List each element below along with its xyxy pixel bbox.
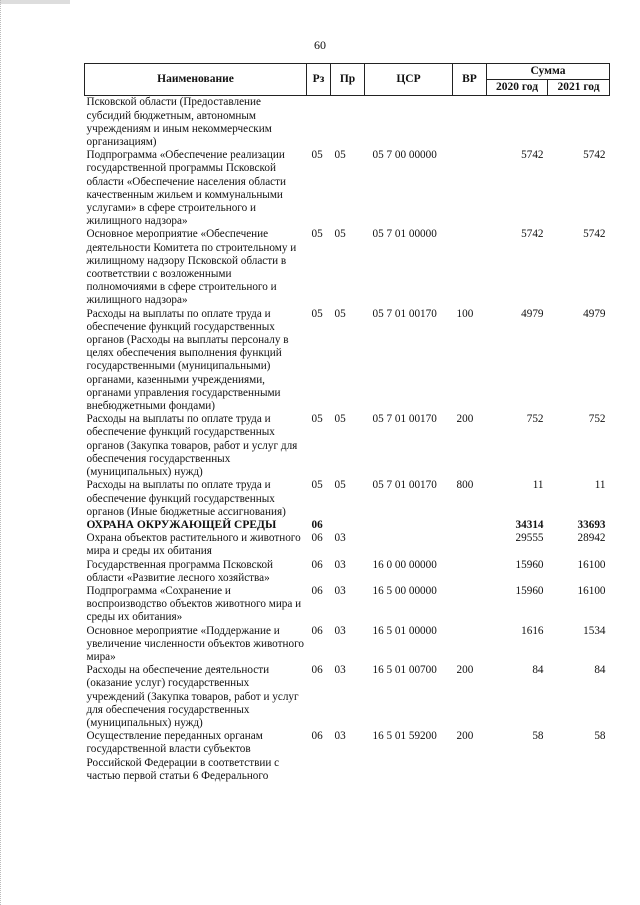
header-sum: Сумма [487, 64, 610, 80]
row-sum-2020: 84 [532, 664, 544, 677]
row-name: Государственная программа Псковской области «Развитие лесного хозяйства» [86, 558, 274, 584]
row-name: Расходы на выплаты по оплате труда и обеспечение функций государственных органов (Расходы на выплаты персоналу в целях обеспечения выполнения функций государственными (муниципальными) органами, казенными учреждениями, органами управления государственными внебюджетными фондами) [86, 307, 289, 413]
table-header [85, 64, 610, 96]
row-rz: 05 [311, 479, 323, 492]
table-row [85, 730, 610, 783]
table-row [85, 664, 610, 730]
row-vr [453, 96, 487, 149]
row-pr: 03 [334, 664, 346, 677]
row-rz: 06 [311, 584, 323, 597]
row-pr: 05 [334, 149, 346, 162]
row-rz: 05 [311, 228, 323, 241]
row-vr: 200 [456, 730, 474, 743]
row-csr [365, 519, 453, 532]
row-rz: 06 [311, 558, 323, 571]
row-name: Осуществление переданных органам государственной власти субъектов Российской Федерации в соответствии с частью первой статьи 6 Федерального [86, 730, 280, 782]
row-pr: 03 [334, 558, 346, 571]
scan-top-mark [0, 0, 70, 4]
row-pr: 03 [334, 730, 346, 743]
row-sum-2021: 5742 [583, 228, 606, 241]
row-name: Расходы на выплаты по оплате труда и обеспечение функций государственных органов (Закупка товаров, работ и услуг для обеспечения государственных (муниципальных) нужд) [86, 413, 298, 479]
row-sum-2020: 58 [532, 730, 544, 743]
row-name: Расходы на выплаты по оплате труда и обеспечение функций государственных органов (Иные бюджетные ассигнования) [86, 479, 286, 518]
row-sum-2020: 1616 [521, 624, 544, 637]
row-sum-2021: 11 [594, 479, 606, 492]
header-name: Наименование [85, 64, 307, 96]
row-pr: 05 [334, 228, 346, 241]
row-csr: 16 0 00 00000 [372, 558, 437, 571]
row-csr: 16 5 01 00700 [372, 664, 437, 677]
header-2020: 2020 год [487, 80, 548, 96]
row-sum-2021: 5742 [583, 149, 606, 162]
row-pr: 05 [334, 307, 346, 320]
table-row [85, 519, 610, 532]
table-row [85, 96, 610, 149]
table-row [85, 308, 610, 414]
row-rz: 06 [311, 730, 323, 743]
row-sum-2020: 11 [532, 479, 544, 492]
row-rz: 06 [311, 624, 323, 637]
row-name: Псковской области (Предоставление субсидий бюджетным, автономным учреждениям и иным некоммерческим организациям) [86, 96, 272, 149]
row-rz [307, 96, 331, 149]
row-name: Основное мероприятие «Поддержание и увеличение численности объектов животного мира» [86, 624, 304, 663]
row-csr [365, 96, 453, 149]
row-vr [453, 585, 487, 625]
row-rz: 05 [311, 149, 323, 162]
row-sum-2021: 58 [594, 730, 606, 743]
row-csr: 05 7 00 00000 [372, 149, 437, 162]
row-vr [453, 519, 487, 532]
row-sum-2021: 33693 [577, 518, 606, 531]
row-csr [365, 532, 453, 558]
row-sum-2021: 4979 [583, 307, 606, 320]
table-body [85, 96, 610, 783]
table-row [85, 585, 610, 625]
row-sum-2020: 15960 [515, 558, 544, 571]
row-csr: 05 7 01 00170 [372, 307, 437, 320]
table-row [85, 625, 610, 665]
row-pr: 03 [334, 584, 346, 597]
row-vr [453, 228, 487, 307]
row-sum-2020: 4979 [521, 307, 544, 320]
row-sum-2021: 84 [594, 664, 606, 677]
row-csr: 16 5 00 00000 [372, 584, 437, 597]
budget-table [84, 63, 610, 783]
table-row [85, 413, 610, 479]
row-sum-2020: 29555 [515, 532, 544, 545]
row-sum-2020: 5742 [521, 149, 544, 162]
row-vr: 100 [456, 307, 474, 320]
row-vr [453, 625, 487, 665]
row-pr: 05 [334, 413, 346, 426]
row-name: Расходы на обеспечение деятельности (оказание услуг) государственных учреждений (Закупка товаров, работ и услуг для обеспечения государственных (муниципальных) нужд) [86, 664, 299, 729]
row-pr: 03 [334, 532, 346, 545]
row-csr: 05 7 01 00170 [372, 413, 437, 426]
header-vr: ВР [453, 64, 487, 96]
row-sum-2020: 34314 [515, 518, 544, 531]
row-sum-2020: 752 [526, 413, 544, 426]
scan-left-edge [0, 0, 5, 905]
table-row [85, 149, 610, 228]
row-sum-2021: 28942 [577, 532, 606, 545]
table-row [85, 479, 610, 519]
row-pr [331, 96, 365, 149]
row-pr [331, 519, 365, 532]
row-pr: 03 [334, 624, 346, 637]
row-csr: 05 7 01 00170 [372, 479, 437, 492]
row-csr: 16 5 01 59200 [372, 730, 437, 743]
row-vr [453, 149, 487, 228]
header-rz: Рз [307, 64, 331, 96]
row-csr: 16 5 01 00000 [372, 624, 437, 637]
row-name: Основное мероприятие «Обеспечение деятельности Комитета по строительному и жилищному надзору Псковской области в соответствии с возложенными полномочиями в сфере строительного и жилищного надзора» [86, 228, 297, 307]
table-row [85, 559, 610, 585]
row-sum-2021: 1534 [583, 624, 606, 637]
table-row [85, 228, 610, 307]
row-sum-2021 [548, 96, 610, 149]
row-sum-2021: 16100 [577, 584, 606, 597]
row-sum-2020: 15960 [515, 584, 544, 597]
row-sum-2021: 16100 [577, 558, 606, 571]
row-vr: 200 [456, 413, 474, 426]
row-name: Охрана объектов растительного и животного мира и среды их обитания [86, 532, 301, 558]
row-name: Подпрограмма «Сохранение и воспроизводство объектов животного мира и среды их обитания» [86, 584, 302, 624]
row-vr: 200 [456, 664, 474, 677]
row-sum-2021: 752 [588, 413, 606, 426]
row-csr: 05 7 01 00000 [372, 228, 437, 241]
row-rz: 06 [311, 518, 323, 531]
budget-table-container [84, 63, 609, 783]
row-sum-2020: 5742 [521, 228, 544, 241]
row-rz: 06 [311, 664, 323, 677]
row-name: Подпрограмма «Обеспечение реализации государственной программы Псковской области «Обеспечение населения области качественным жильем и коммунальными услугами» в сфере строительного и жилищного надзора» [86, 149, 287, 228]
header-pr: Пр [331, 64, 365, 96]
row-pr: 05 [334, 479, 346, 492]
row-vr [453, 559, 487, 585]
row-sum-2020 [487, 96, 548, 149]
header-2021: 2021 год [548, 80, 610, 96]
row-rz: 05 [311, 413, 323, 426]
row-name: ОХРАНА ОКРУЖАЮЩЕЙ СРЕДЫ [86, 518, 277, 531]
page-number: 60 [314, 38, 326, 52]
row-vr [453, 532, 487, 558]
row-rz: 06 [311, 532, 323, 545]
row-rz: 05 [311, 307, 323, 320]
table-row [85, 532, 610, 558]
header-csr: ЦСР [365, 64, 453, 96]
row-vr: 800 [456, 479, 474, 492]
